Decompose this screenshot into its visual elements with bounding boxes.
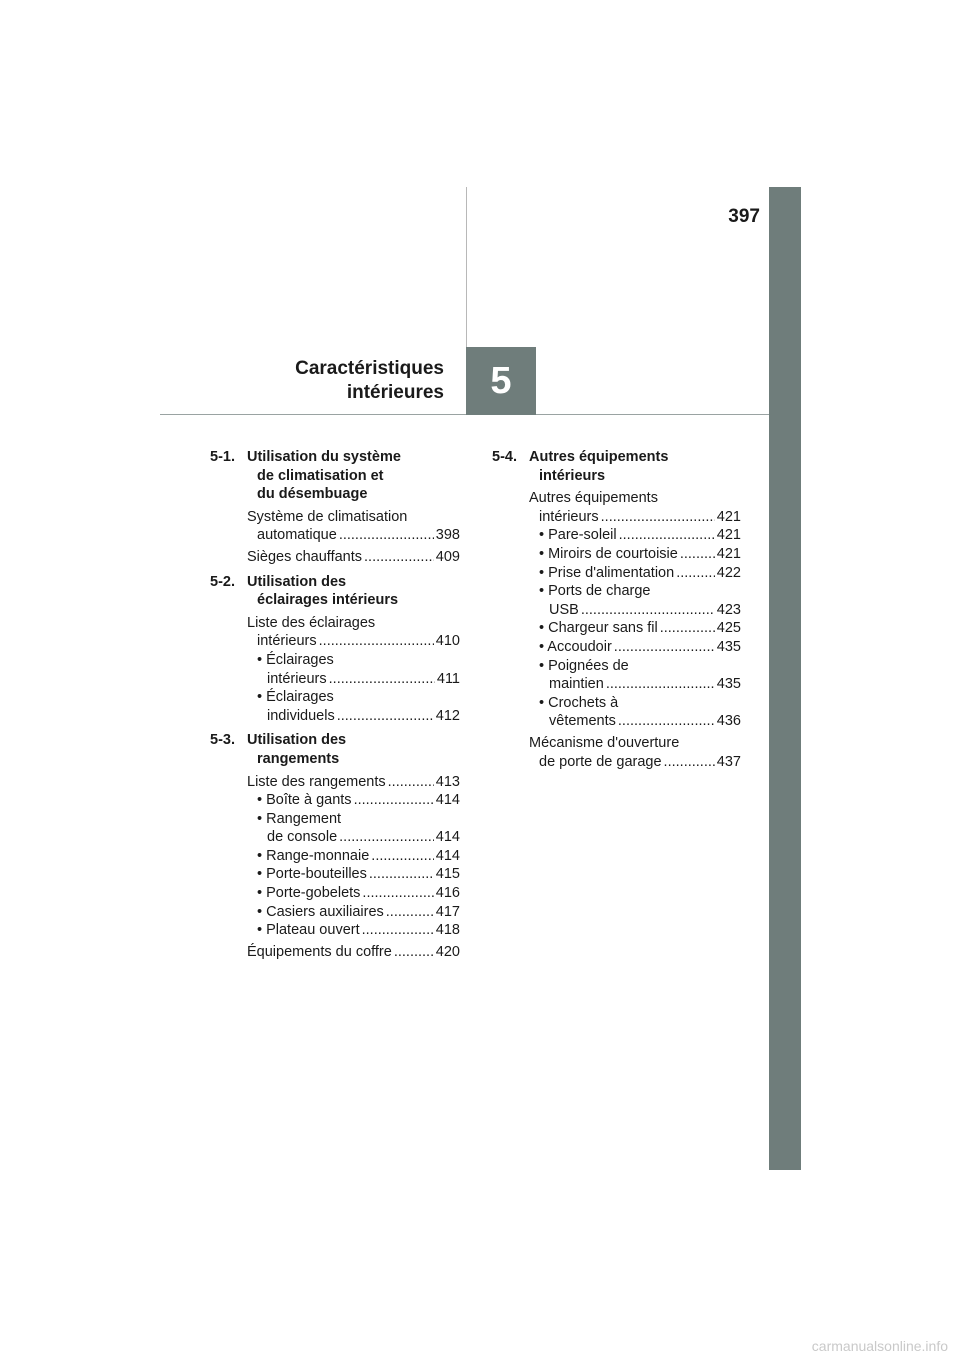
section-heading[interactable] — [210, 448, 460, 504]
toc-subentry-page: 417 — [435, 903, 460, 920]
section-title-line: Utilisation des — [247, 573, 347, 590]
toc-entry-line — [247, 773, 460, 792]
toc-subentry-text: intérieurs — [267, 670, 327, 687]
dot-leader — [362, 921, 434, 940]
toc-entry-page: 437 — [716, 753, 741, 770]
toc-section — [210, 448, 460, 567]
toc-subentry-line — [257, 707, 460, 726]
toc-entry-page: 398 — [435, 527, 460, 544]
toc-entry-page: 413 — [435, 773, 460, 790]
toc-subentry-line — [257, 810, 460, 829]
section-heading[interactable] — [492, 448, 741, 485]
toc-entry-line — [529, 753, 741, 772]
dot-leader — [680, 545, 715, 564]
toc-entry-text: Système de climatisation — [247, 508, 408, 525]
toc-entry[interactable] — [529, 734, 741, 771]
toc-subentry-text: • Éclairages — [257, 689, 334, 706]
toc-entry-text: Sièges chauffants — [247, 548, 363, 565]
toc-entry[interactable] — [247, 508, 460, 545]
dot-leader — [676, 564, 715, 583]
toc-subentry-text: maintien — [549, 676, 604, 693]
section-title-line: intérieurs — [539, 467, 606, 484]
toc-subentry[interactable] — [257, 847, 460, 866]
chapter-title — [230, 357, 444, 405]
toc-subentry-text: de console — [267, 829, 338, 846]
dot-leader — [329, 670, 435, 689]
toc-subentry-line — [257, 865, 460, 884]
toc-subentry[interactable] — [539, 657, 741, 694]
toc-entry-text: automatique — [257, 527, 337, 544]
dot-leader — [394, 943, 434, 962]
section-title-line: du désembuage — [257, 486, 368, 503]
section-entries — [210, 773, 460, 962]
toc-subentry-text: vêtements — [549, 713, 616, 730]
toc-subentries — [529, 526, 741, 731]
toc-entry[interactable] — [529, 489, 741, 731]
toc-subentry-line — [539, 675, 741, 694]
toc-subentry-text: • Porte-bouteilles — [257, 866, 367, 883]
toc-subentry-page: 422 — [716, 564, 741, 581]
toc-subentry-line — [257, 688, 460, 707]
toc-subentries — [247, 791, 460, 940]
toc-subentry-page: 411 — [436, 670, 460, 687]
toc-subentry-line — [539, 582, 741, 601]
dot-leader — [660, 619, 715, 638]
chapter-title-line: intérieures — [346, 382, 444, 403]
toc-entry-text: intérieurs — [257, 633, 317, 650]
dot-leader — [364, 548, 434, 567]
toc-subentry-text: • Plateau ouvert — [257, 922, 360, 939]
toc-section — [210, 731, 460, 961]
toc-subentry-text: • Ports de charge — [539, 583, 651, 600]
toc-subentry-text: USB — [549, 601, 579, 618]
section-title-line: éclairages intérieurs — [257, 592, 399, 609]
toc-subentry-text: • Miroirs de courtoisie — [539, 545, 678, 562]
section-title — [529, 448, 668, 485]
toc-subentry-line — [257, 651, 460, 670]
section-number: 5-4. — [492, 449, 517, 465]
toc-subentry-text: individuels — [267, 707, 335, 724]
dot-leader — [581, 601, 715, 620]
section-title-line: Utilisation du système — [247, 449, 401, 465]
toc-subentry-line — [539, 564, 741, 583]
dot-leader — [386, 903, 434, 922]
page-number: 397 — [728, 206, 760, 227]
toc-subentry[interactable] — [257, 651, 460, 688]
dot-leader — [618, 712, 715, 731]
toc-subentry-text: • Prise d'alimentation — [539, 564, 675, 581]
toc-entry-text: Équipements du coffre — [247, 943, 392, 960]
section-title — [247, 448, 401, 504]
toc-subentry-line — [257, 884, 460, 903]
section-heading[interactable] — [210, 573, 460, 610]
section-title-line: Utilisation des — [247, 732, 347, 749]
toc-subentry-page: 414 — [435, 792, 460, 809]
toc-entry-line — [247, 548, 460, 567]
toc-subentry-line — [539, 712, 741, 731]
toc-entry-page: 410 — [435, 633, 460, 650]
toc-subentry-page: 418 — [435, 922, 460, 939]
header-vertical-rule — [466, 187, 467, 347]
dot-leader — [601, 508, 715, 527]
toc-subentry-line — [257, 847, 460, 866]
toc-subentry-line — [539, 657, 741, 676]
toc-subentry-line — [257, 903, 460, 922]
header-horizontal-rule — [160, 414, 769, 415]
toc-entry-page: 420 — [435, 943, 460, 960]
toc-subentry-text: • Casiers auxiliaires — [257, 903, 384, 920]
dot-leader — [606, 675, 715, 694]
section-entries — [210, 508, 460, 567]
toc-subentry-page: 423 — [716, 601, 741, 618]
toc-subentry-text: • Accoudoir — [539, 638, 612, 655]
toc-entry-text: intérieurs — [539, 508, 599, 525]
toc-subentry-page: 435 — [716, 638, 741, 655]
dot-leader — [614, 638, 715, 657]
toc-section — [492, 448, 741, 771]
toc-subentry[interactable] — [257, 884, 460, 903]
toc-entry-line — [529, 734, 741, 753]
toc-subentries — [247, 651, 460, 725]
toc-subentry-line — [539, 619, 741, 638]
dot-leader — [619, 526, 715, 545]
section-title — [247, 731, 346, 768]
toc-subentry-text: • Chargeur sans fil — [539, 620, 658, 637]
dot-leader — [337, 707, 434, 726]
toc-subentry-text: • Porte-gobelets — [257, 885, 361, 902]
toc-entry-page: 421 — [716, 508, 741, 525]
toc-entry[interactable] — [247, 943, 460, 962]
toc-column-left — [210, 448, 460, 967]
chapter-number-box: 5 — [466, 347, 536, 415]
section-entries — [492, 489, 741, 771]
toc-subentry-page: 435 — [716, 676, 741, 693]
dot-leader — [339, 828, 434, 847]
toc-subentry[interactable] — [539, 619, 741, 638]
section-number: 5-3. — [210, 732, 235, 749]
section-title-line: rangements — [257, 750, 340, 767]
toc-entry-line — [247, 526, 460, 545]
toc-subentry-page: 414 — [435, 829, 460, 846]
toc-subentry[interactable] — [539, 526, 741, 545]
toc-entry-line — [247, 943, 460, 962]
dot-leader — [388, 773, 434, 792]
toc-subentry-line — [257, 921, 460, 940]
toc-entry-page: 409 — [435, 548, 460, 565]
toc-subentry-page: 421 — [716, 527, 741, 544]
toc-subentry-text: • Rangement — [257, 810, 342, 827]
toc-entry-line — [529, 489, 741, 508]
toc-subentry-text: • Boîte à gants — [257, 792, 352, 809]
toc-subentry-text: • Pare-soleil — [539, 527, 617, 544]
section-title-line: de climatisation et — [257, 467, 384, 484]
section-heading[interactable] — [210, 731, 460, 768]
toc-entry[interactable] — [247, 548, 460, 567]
toc-subentry-line — [539, 526, 741, 545]
section-entries — [210, 614, 460, 726]
toc-subentry-page: 425 — [716, 620, 741, 637]
toc-subentry[interactable] — [539, 545, 741, 564]
toc-subentry-line — [539, 638, 741, 657]
toc-entry[interactable] — [247, 614, 460, 726]
toc-entry-text: Mécanisme d'ouverture — [529, 734, 680, 751]
toc-subentry-line — [539, 601, 741, 620]
toc-entry-text: Liste des rangements — [247, 773, 386, 790]
toc-subentry[interactable] — [539, 694, 741, 731]
toc-entry-line — [247, 632, 460, 651]
dot-leader — [319, 632, 434, 651]
toc-subentry[interactable] — [257, 688, 460, 725]
toc-subentry-text: • Éclairages — [257, 651, 334, 668]
toc-entry-text: Autres équipements — [529, 490, 658, 507]
toc-subentry-line — [257, 670, 460, 689]
dot-leader — [362, 884, 433, 903]
toc-entry-text: Liste des éclairages — [247, 614, 376, 631]
chapter-side-tab — [769, 187, 801, 1170]
footer-watermark: carmanualsonline.info — [811, 1338, 948, 1354]
toc-subentry-line — [539, 694, 741, 713]
toc-subentry[interactable] — [257, 810, 460, 847]
toc-subentry-page: 415 — [435, 866, 460, 883]
chapter-title-line: Caractéristiques — [295, 358, 444, 379]
toc-subentry-line — [539, 545, 741, 564]
dot-leader — [664, 753, 715, 772]
toc-subentry[interactable] — [539, 582, 741, 619]
toc-subentry-text: • Range-monnaie — [257, 847, 370, 864]
toc-section — [210, 573, 460, 726]
toc-subentry-text: • Poignées de — [539, 657, 629, 674]
toc-subentry[interactable] — [539, 638, 741, 657]
toc-subentry-line — [257, 828, 460, 847]
toc-subentry-page: 436 — [716, 713, 741, 730]
dot-leader — [339, 526, 434, 545]
toc-subentry[interactable] — [257, 903, 460, 922]
toc-subentry-page: 421 — [716, 545, 741, 562]
dot-leader — [371, 847, 434, 866]
toc-subentry-page: 416 — [435, 885, 460, 902]
toc-subentry[interactable] — [257, 921, 460, 940]
toc-subentry[interactable] — [257, 865, 460, 884]
section-number: 5-1. — [210, 449, 235, 465]
toc-entry-line — [247, 508, 460, 527]
toc-subentry-page: 414 — [435, 847, 460, 864]
toc-entry-line — [247, 614, 460, 633]
dot-leader — [369, 865, 434, 884]
toc-subentry-text: • Crochets à — [539, 694, 619, 711]
section-number: 5-2. — [210, 573, 235, 590]
dot-leader — [354, 791, 434, 810]
section-title-line: Autres équipements — [529, 449, 669, 465]
section-title — [247, 573, 398, 610]
toc-entry-text: de porte de garage — [539, 753, 662, 770]
toc-subentry-line — [257, 791, 460, 810]
toc-subentry[interactable] — [539, 564, 741, 583]
toc-column-right — [492, 448, 741, 777]
toc-entry-line — [529, 508, 741, 527]
toc-subentry[interactable] — [257, 791, 460, 810]
toc-entry[interactable] — [247, 773, 460, 940]
toc-subentry-page: 412 — [435, 707, 460, 724]
